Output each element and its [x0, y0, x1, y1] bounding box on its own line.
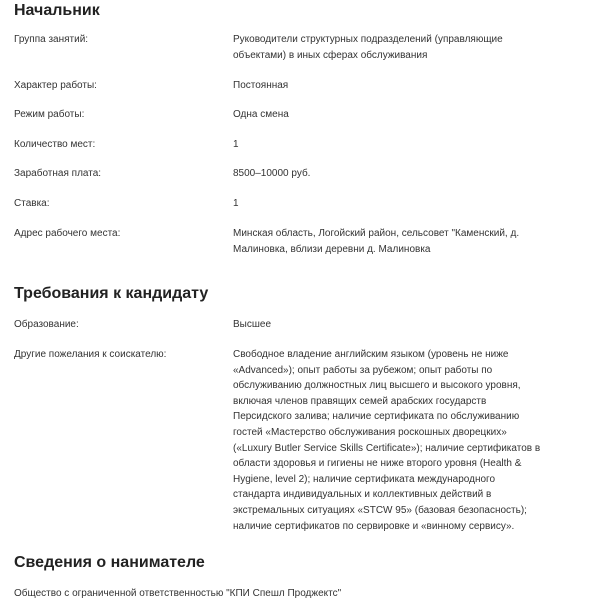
- row-label: Образование:: [14, 319, 79, 330]
- row-label: Режим работы:: [14, 109, 85, 120]
- row-value: Свободное владение английским языком (уровень не ниже «Advanced»); опыт работы за рубежом; опыт работы по обслуживанию должностных лиц высшего и высокого уровня, включая членов правящих семей арабских государств Персидского залива; наличие сертификата по обслуживанию гостей «Мастерство обслуживания роскошных дворецких» («Luxury Butler Service Skills Certificate»); наличие сертификатов в области здоровья и гигиены не ниже второго уровня (Health & Hygiene, level 2); наличие сертификата международного стандарта индивидуальных и коллективных действий в экстремальных ситуациях «STCW 95» (базовая безопасность); наличие сертификатов по сервировке и «винному сервису».: [233, 349, 541, 532]
- row-value: Одна смена: [233, 109, 289, 120]
- row-value: Руководители структурных подразделений (управляющие объектами) в иных сферах обслуживания: [233, 34, 503, 61]
- row-label: Заработная плата:: [14, 168, 102, 179]
- row-value: Минская область, Логойский район, сельсовет "Каменский, д. Малиновка, вблизи деревни д. Малиновка: [233, 228, 520, 255]
- row-label: Ставка:: [14, 198, 50, 209]
- row-label: Количество мест:: [14, 139, 96, 150]
- row-value: Высшее: [233, 319, 272, 330]
- row-label: Адрес рабочего места:: [14, 228, 121, 239]
- requirements-title: Требования к кандидату: [14, 285, 209, 302]
- row-label: Группа занятий:: [14, 34, 89, 45]
- vacancy-title: Начальник: [14, 2, 100, 19]
- row-label: Другие пожелания к соискателю:: [14, 349, 167, 360]
- row-value: 1: [233, 198, 239, 209]
- employer-title: Сведения о нанимателе: [14, 554, 205, 571]
- row-value: 1: [233, 139, 239, 150]
- employer-name: Общество с ограниченной ответственностью "КПИ Спешл Проджектс": [14, 588, 342, 599]
- row-label: Характер работы:: [14, 80, 97, 91]
- row-value: 8500–10000 руб.: [233, 168, 311, 179]
- row-value: Постоянная: [233, 80, 289, 91]
